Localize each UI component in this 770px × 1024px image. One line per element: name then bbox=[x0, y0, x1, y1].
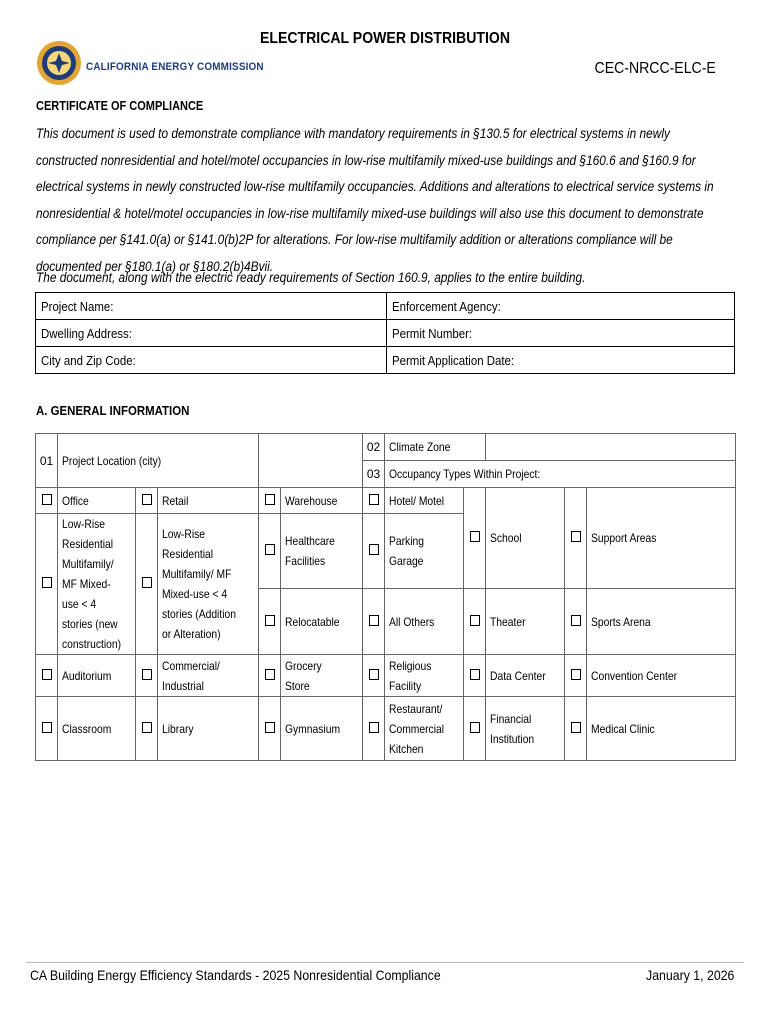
sports-arena-checkbox[interactable] bbox=[565, 589, 587, 655]
warehouse-checkbox[interactable] bbox=[259, 488, 281, 514]
project-info-table bbox=[35, 292, 735, 374]
data-center-checkbox[interactable] bbox=[464, 655, 486, 697]
retail-checkbox[interactable] bbox=[136, 488, 158, 514]
classroom-label: Classroom bbox=[58, 697, 136, 761]
cec-seal-icon bbox=[36, 40, 82, 86]
retail-label: Retail bbox=[158, 488, 259, 514]
occupancy-types-label: Occupancy Types Within Project: bbox=[385, 461, 736, 488]
row-number-03: 03 bbox=[363, 461, 385, 488]
office-label: Office bbox=[58, 488, 136, 514]
footer-standards: CA Building Energy Efficiency Standards - 2025 Nonresidential Compliance bbox=[30, 967, 441, 983]
hotel-checkbox[interactable] bbox=[363, 488, 385, 514]
support-areas-checkbox[interactable] bbox=[565, 488, 587, 589]
restaurant-label: Restaurant/ Commercial Kitchen bbox=[385, 697, 464, 761]
gymnasium-checkbox[interactable] bbox=[259, 697, 281, 761]
section-a-heading: A. GENERAL INFORMATION bbox=[36, 403, 190, 418]
dwelling-address-field[interactable]: Dwelling Address: bbox=[36, 320, 387, 347]
parking-label: Parking Garage bbox=[385, 514, 464, 589]
financial-checkbox[interactable] bbox=[464, 697, 486, 761]
library-label: Library bbox=[158, 697, 259, 761]
hotel-label: Hotel/ Motel bbox=[385, 488, 464, 514]
row-number-02: 02 bbox=[363, 434, 385, 461]
form-id: CEC-NRCC-ELC-E bbox=[594, 60, 716, 77]
healthcare-label: Healthcare Facilities bbox=[281, 514, 363, 589]
grocery-label: Grocery Store bbox=[281, 655, 363, 697]
relocatable-checkbox[interactable] bbox=[259, 589, 281, 655]
lowrise-alt-checkbox[interactable] bbox=[136, 514, 158, 655]
medical-clinic-checkbox[interactable] bbox=[565, 697, 587, 761]
office-checkbox[interactable] bbox=[36, 488, 58, 514]
restaurant-checkbox[interactable] bbox=[363, 697, 385, 761]
classroom-checkbox[interactable] bbox=[36, 697, 58, 761]
general-info-table bbox=[35, 433, 736, 761]
all-others-label: All Others bbox=[385, 589, 464, 655]
parking-checkbox[interactable] bbox=[363, 514, 385, 589]
school-label: School bbox=[486, 488, 565, 589]
certificate-heading: CERTIFICATE OF COMPLIANCE bbox=[36, 99, 204, 113]
project-name-field[interactable]: Project Name: bbox=[36, 293, 387, 320]
support-areas-label: Support Areas bbox=[587, 488, 736, 589]
permit-app-date-field[interactable]: Permit Application Date: bbox=[387, 347, 735, 374]
sports-arena-label: Sports Arena bbox=[587, 589, 736, 655]
intro-paragraph: This document is used to demonstrate compliance with mandatory requirements in §130.5 for electrical systems in newly constructed nonresidential and hotel/motel occupancies in low-rise multifamily mixed-use buildings and §160.6 and §160.9 for electrical systems in newly constructed low-rise multifamily occupancies. Additions and alterations to electrical service systems in nonresidential & hotel/motel occupancies in low-rise multifamily mixed-use buildings will also use this document to demonstrate compliance per §141.0(a) or §141.0(b)2P for alterations. For low-rise multifamily addition or alterations compliance will be documented per §180.1(a) or §180.2(b)4Bvii. bbox=[36, 126, 714, 274]
commercial-checkbox[interactable] bbox=[136, 655, 158, 697]
auditorium-checkbox[interactable] bbox=[36, 655, 58, 697]
city-zip-field[interactable]: City and Zip Code: bbox=[36, 347, 387, 374]
document-title: ELECTRICAL POWER DISTRIBUTION bbox=[259, 30, 511, 47]
religious-checkbox[interactable] bbox=[363, 655, 385, 697]
convention-label: Convention Center bbox=[587, 655, 736, 697]
footer-date: January 1, 2026 bbox=[645, 967, 734, 983]
relocatable-label: Relocatable bbox=[281, 589, 363, 655]
lowrise-new-label: Low-Rise Residential Multifamily/ MF Mixed-use < 4 stories (new construction) bbox=[58, 514, 136, 655]
enforcement-agency-field[interactable]: Enforcement Agency: bbox=[387, 293, 735, 320]
auditorium-label: Auditorium bbox=[58, 655, 136, 697]
applies-statement: The document, along with the electric ready requirements of Section 160.9, applies to the entire building. bbox=[36, 270, 586, 285]
all-others-checkbox[interactable] bbox=[363, 589, 385, 655]
financial-label: Financial Institution bbox=[486, 697, 565, 761]
medical-clinic-label: Medical Clinic bbox=[587, 697, 736, 761]
project-location-label: Project Location (city) bbox=[58, 434, 259, 488]
library-checkbox[interactable] bbox=[136, 697, 158, 761]
lowrise-alt-label: Low-Rise Residential Multifamily/ MF Mixed-use < 4 stories (Addition or Alteration) bbox=[158, 514, 259, 655]
religious-label: Religious Facility bbox=[385, 655, 464, 697]
healthcare-checkbox[interactable] bbox=[259, 514, 281, 589]
grocery-checkbox[interactable] bbox=[259, 655, 281, 697]
lowrise-new-checkbox[interactable] bbox=[36, 514, 58, 655]
footer-divider bbox=[26, 962, 744, 963]
warehouse-label: Warehouse bbox=[281, 488, 363, 514]
permit-number-field[interactable]: Permit Number: bbox=[387, 320, 735, 347]
convention-checkbox[interactable] bbox=[565, 655, 587, 697]
climate-zone-input[interactable] bbox=[486, 434, 736, 461]
gymnasium-label: Gymnasium bbox=[281, 697, 363, 761]
theater-checkbox[interactable] bbox=[464, 589, 486, 655]
school-checkbox[interactable] bbox=[464, 488, 486, 589]
commercial-label: Commercial/ Industrial bbox=[158, 655, 259, 697]
cec-logo-text: CALIFORNIA ENERGY COMMISSION bbox=[86, 61, 264, 73]
row-number-01: 01 bbox=[36, 434, 58, 488]
climate-zone-label: Climate Zone bbox=[385, 434, 486, 461]
project-location-input[interactable] bbox=[259, 434, 363, 488]
theater-label: Theater bbox=[486, 589, 565, 655]
data-center-label: Data Center bbox=[486, 655, 565, 697]
